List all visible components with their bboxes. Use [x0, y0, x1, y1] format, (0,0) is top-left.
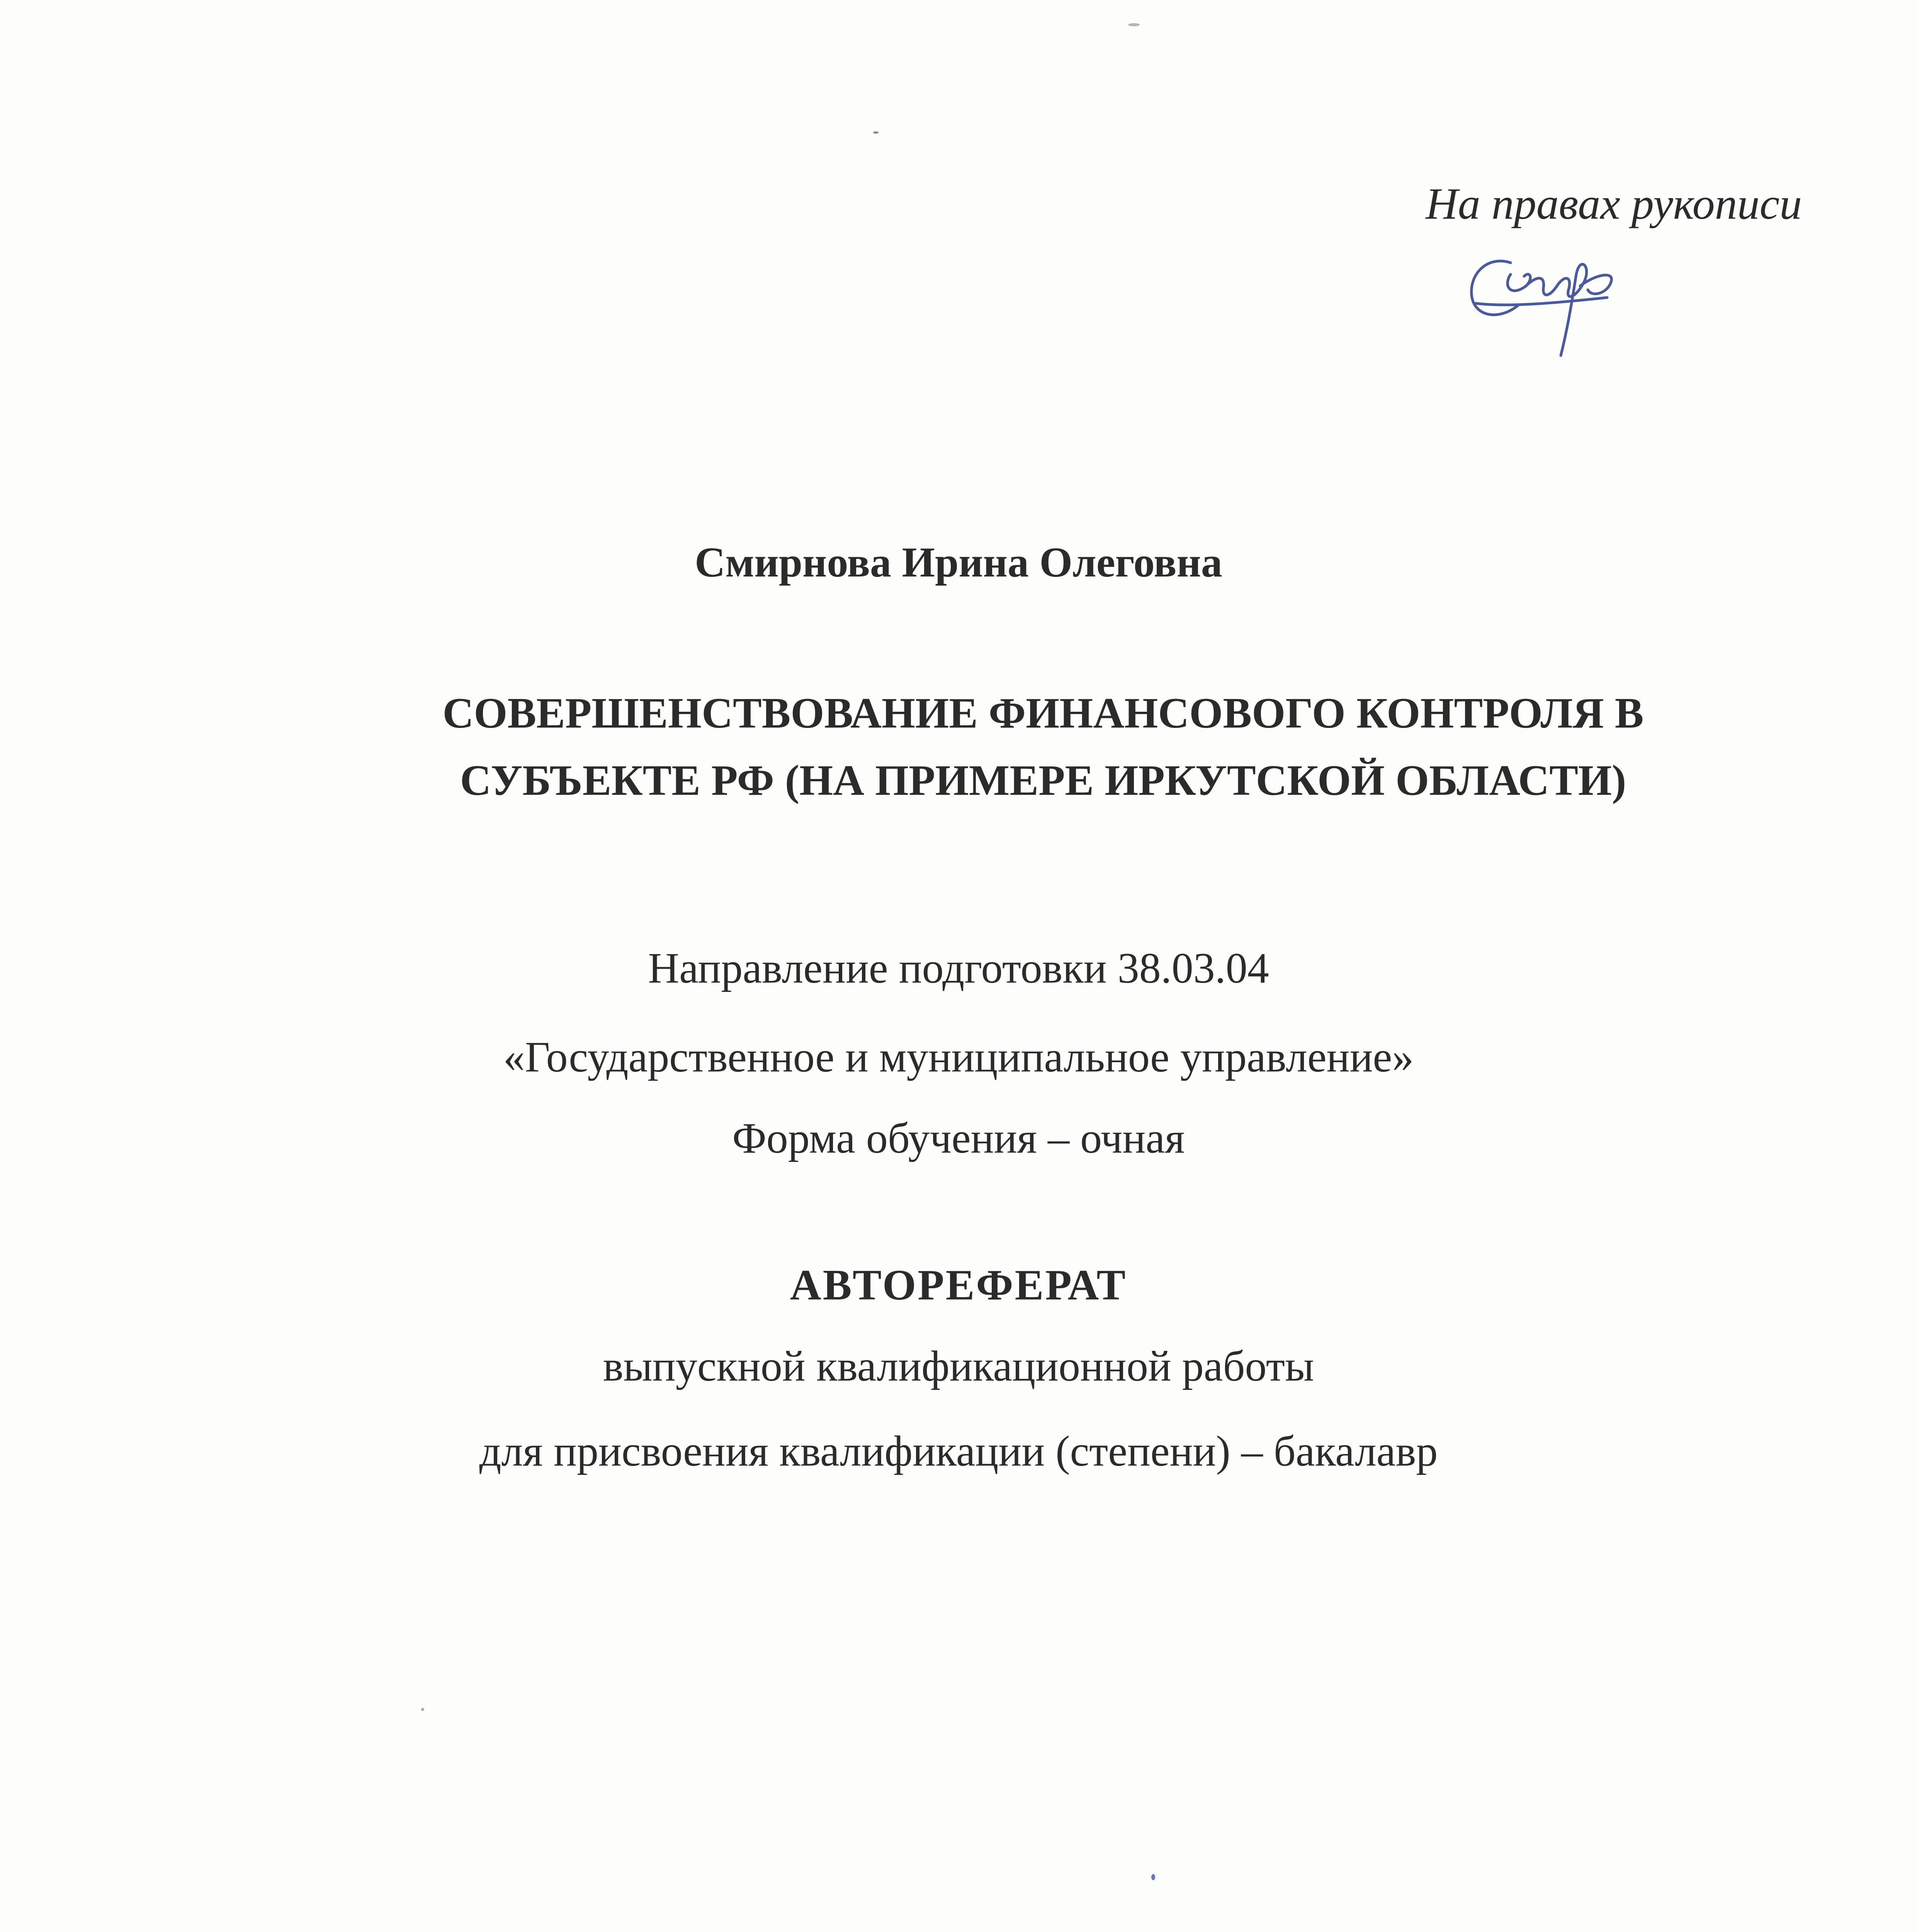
program-name: «Государственное и муниципальное управление» — [503, 1033, 1414, 1081]
thesis-title-line-1: СОВЕРШЕНСТВОВАНИЕ ФИНАНСОВОГО КОНТРОЛЯ В — [442, 689, 1644, 737]
document-subtitle-line-1: выпускной квалификационной работы — [603, 1342, 1314, 1390]
document-subtitle-line-2: для присвоения квалификации (степени) – бакалавр — [479, 1427, 1438, 1475]
author-name: Смирнова Ирина Олеговна — [695, 539, 1222, 586]
thesis-title-line-2: СУБЪЕКТЕ РФ (НА ПРИМЕРЕ ИРКУТСКОЙ ОБЛАСТИ) — [460, 756, 1626, 804]
handwritten-signature — [1453, 240, 1638, 363]
training-direction: Направление подготовки 38.03.04 — [648, 944, 1269, 992]
rights-note: На правах рукописи — [1426, 179, 1802, 229]
thesis-title — [386, 680, 1700, 814]
scan-speck — [421, 1708, 424, 1711]
scan-speck — [873, 131, 879, 134]
document-type: АВТОРЕФЕРАТ — [790, 1261, 1127, 1309]
scan-speck — [1128, 23, 1140, 26]
study-form: Форма обучения – очная — [732, 1114, 1185, 1162]
scan-speck — [1151, 1874, 1155, 1880]
